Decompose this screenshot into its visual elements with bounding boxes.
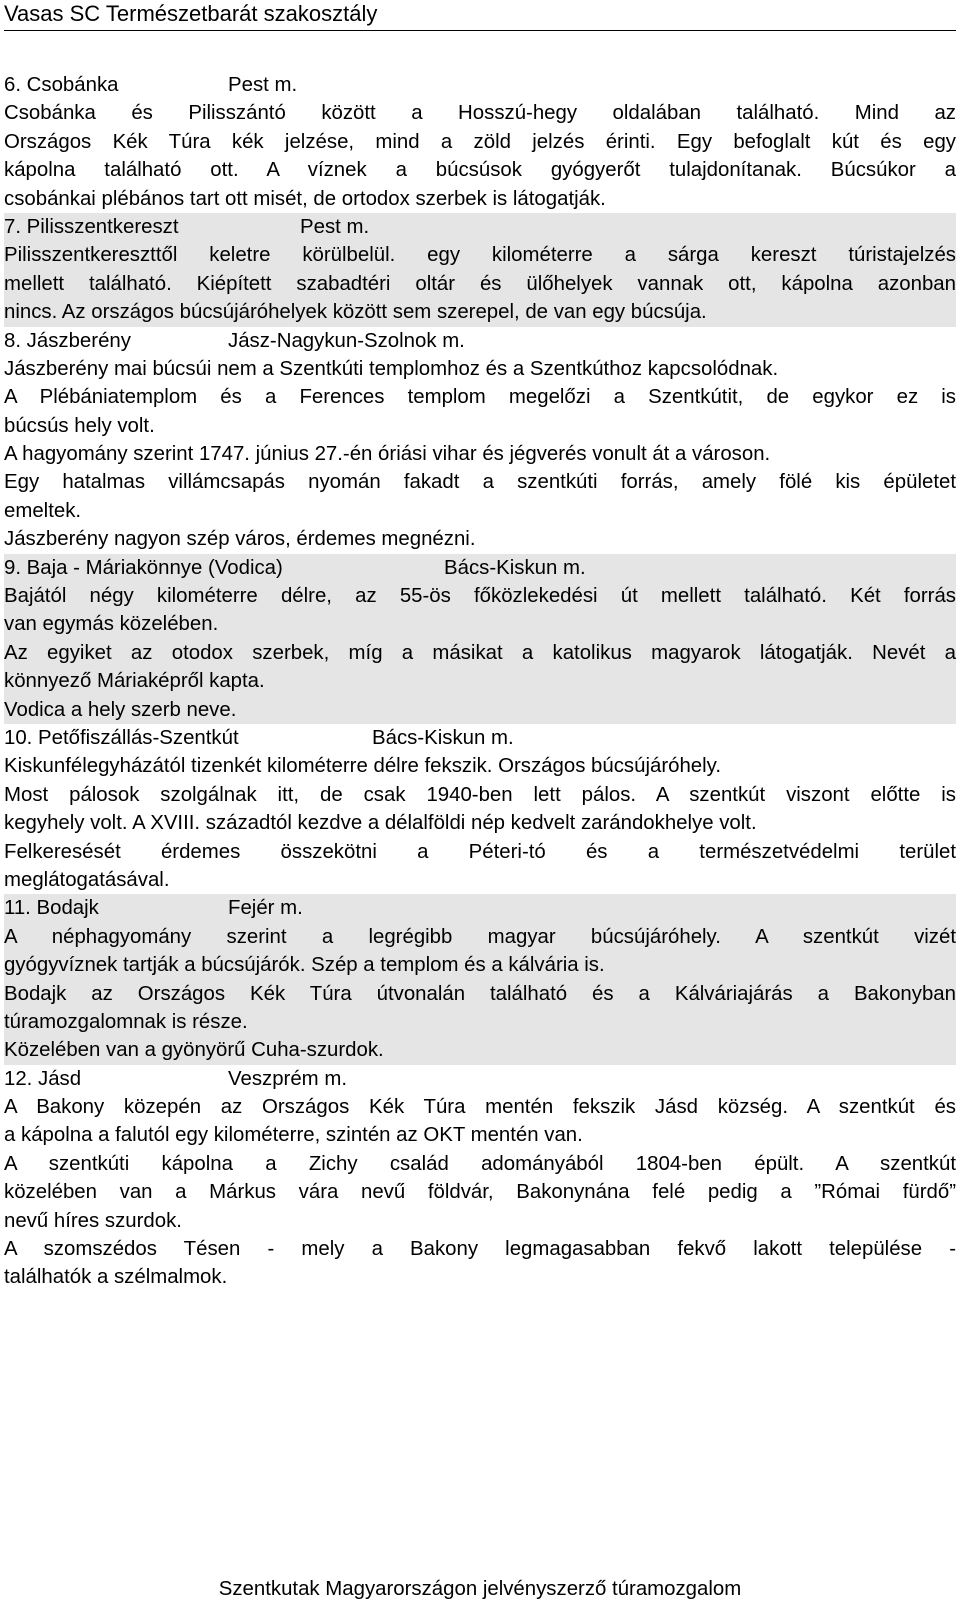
section-title: 6. Csobánka	[4, 74, 119, 96]
text-line: Országos Kék Túra kék jelzése, mind a zöld jelzés érinti. Egy befoglalt kút és egy	[4, 130, 956, 153]
section-heading	[4, 554, 956, 582]
section-title: 8. Jászberény	[4, 329, 131, 352]
text-line: nevű híres szurdok.	[4, 1209, 182, 1232]
section-county: Fejér m.	[228, 897, 303, 920]
text-line: a kápolna a falutól egy kilométerre, szintén az OKT mentén van.	[4, 1124, 583, 1147]
text-line: közelében van a Márkus vára nevű földvár, Bakonynána felé pedig a ”Római fürdő”	[4, 1181, 956, 1204]
section-county: Bács-Kiskun m.	[444, 556, 586, 579]
page-header	[4, 0, 956, 31]
section-county: Veszprém m.	[228, 1067, 347, 1090]
text-line: emeltek.	[4, 499, 82, 522]
text-line: búcsús hely volt.	[4, 414, 155, 437]
text-line: Az egyiket az otodox szerbek, míg a másikat a katolikus magyarok látogatják. Nevét a	[4, 639, 956, 667]
text-line: Kiskunfélegyházától tizenkét kilométerre délre fekszik. Országos búcsújáróhely.	[4, 755, 722, 778]
text-line: kegyhely volt. A XVIII. századtól kezdve a délalföldi nép kedvelt zarándokhelye volt.	[4, 812, 757, 835]
section-title: 9. Baja - Máriakönnye (Vodica)	[4, 556, 283, 579]
section-title: 12. Jásd	[4, 1067, 82, 1090]
section-heading	[4, 724, 956, 752]
page-footer: Szentkutak Magyarországon jelvényszerző túramozgalom	[218, 1578, 742, 1600]
section-title: 11. Bodajk	[4, 897, 99, 920]
text-line: csobánkai plébános tart ott misét, de ortodox szerbek is látogatják.	[4, 187, 606, 210]
text-line: könnyező Máriaképről kapta.	[4, 667, 956, 695]
text-line: Pilisszentkereszttől keletre körülbelül. egy kilométerre a sárga kereszt túristajelzés	[4, 241, 956, 269]
text-line: Jászberény nagyon szép város, érdemes megnézni.	[4, 528, 476, 551]
header-title: Vasas SC Természetbarát szakosztály	[4, 1, 378, 26]
section-county: Bács-Kiskun m.	[372, 726, 514, 749]
text-line: A szentkúti kápolna a Zichy család adományából 1804-ben épült. A szentkút	[4, 1152, 956, 1175]
section-county: Jász-Nagykun-Szolnok m.	[228, 329, 465, 352]
text-line: Most pálosok szolgálnak itt, de csak 1940-ben lett pálos. A szentkút viszont előtte is	[4, 783, 956, 806]
text-line: Felkeresését érdemes összekötni a Péteri-tó és a természetvédelmi terület	[4, 840, 956, 863]
text-line: Csobánka és Pilisszántó között a Hosszú-hegy oldalában található. Mind az	[4, 102, 956, 125]
text-line: Vodica a hely szerb neve.	[4, 696, 956, 724]
text-line: A szomszédos Tésen - mely a Bakony legmagasabban fekvő lakott települése -	[4, 1238, 956, 1261]
text-line: Bodajk az Országos Kék Túra útvonalán található és a Kálváriajárás a Bakonyban	[4, 980, 956, 1008]
section-heading	[4, 213, 956, 241]
text-line: nincs. Az országos búcsújáróhelyek között sem szerepel, de van egy búcsúja.	[4, 298, 956, 326]
document-body	[4, 71, 956, 1292]
section-title: 10. Petőfiszállás-Szentkút	[4, 726, 239, 749]
section-heading	[4, 71, 956, 99]
text-line: A Bakony közepén az Országos Kék Túra mentén fekszik Jásd község. A szentkút és	[4, 1096, 956, 1119]
section-county: Pest m.	[300, 215, 370, 238]
text-line: Egy hatalmas villámcsapás nyomán fakadt a szentkúti forrás, amely fölé kis épületet	[4, 471, 956, 494]
text-line: meglátogatásával.	[4, 868, 170, 891]
text-line: A Plébániatemplom és a Ferences templom megelőzi a Szentkútit, de egykor ez is	[4, 386, 956, 409]
text-line: kápolna található ott. A víznek a búcsúsok gyógyerőt tulajdonítanak. Búcsúkor a	[4, 159, 956, 182]
text-line: gyógyvíznek tartják a búcsújárók. Szép a templom és a kálvária is.	[4, 951, 956, 979]
text-line: Jászberény mai búcsúi nem a Szentkúti templomhoz és a Szentkúthoz kapcsolódnak.	[4, 357, 779, 380]
text-line: A néphagyomány szerint a legrégibb magyar búcsújáróhely. A szentkút vizét	[4, 923, 956, 951]
section-title: 7. Pilisszentkereszt	[4, 215, 179, 238]
text-line: mellett található. Kiépített szabadtéri oltár és ülőhelyek vannak ott, kápolna azonban	[4, 270, 956, 298]
text-line: Közelében van a gyönyörű Cuha-szurdok.	[4, 1036, 956, 1064]
section-heading	[4, 1065, 956, 1093]
section-heading	[4, 327, 956, 355]
text-line: Bajától négy kilométerre délre, az 55-ös főközlekedési út mellett található. Két forrás	[4, 582, 956, 610]
section-heading	[4, 894, 956, 922]
text-line: van egymás közelében.	[4, 610, 956, 638]
text-line: túramozgalomnak is része.	[4, 1008, 956, 1036]
text-line: találhatók a szélmalmok.	[4, 1266, 228, 1289]
text-line: A hagyomány szerint 1747. június 27.-én óriási vihar és jégverés vonult át a városon.	[4, 443, 771, 466]
section-county: Pest m.	[228, 74, 298, 96]
